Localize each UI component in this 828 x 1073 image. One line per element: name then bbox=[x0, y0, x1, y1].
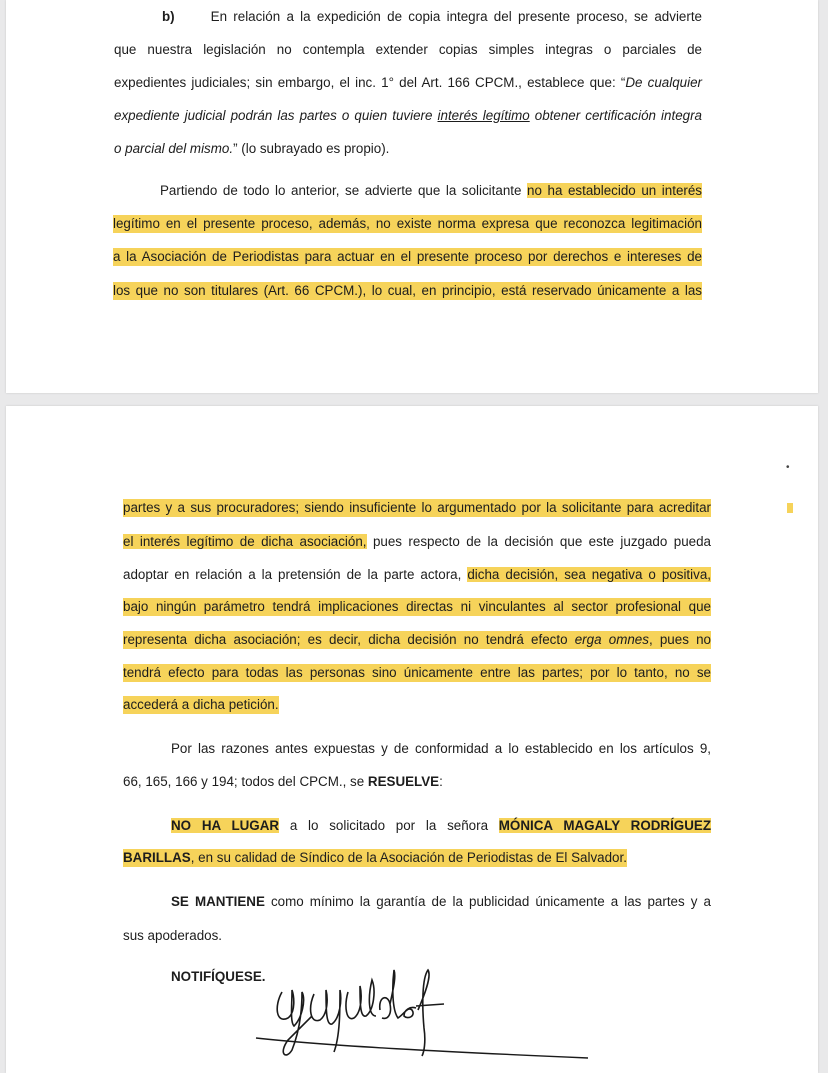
underlined-text: interés legítimo bbox=[437, 108, 530, 123]
highlighted-text: el interés legítimo de dicha asociación, bbox=[123, 534, 367, 549]
line-text: , en su calidad de Síndico de la Asociación de Periodistas de El Salvador. bbox=[190, 850, 627, 865]
paragraph-3-line-7: accederá a dicha petición. bbox=[123, 697, 279, 712]
line-text: como mínimo la garantía de la publicidad únicamente a las partes y a bbox=[264, 894, 712, 909]
paragraph-2-line-4: los que no son titulares (Art. 66 CPCM.), lo cual, en principio, está reservado únicamente a las bbox=[113, 283, 702, 298]
paragraph-3-line-3 bbox=[123, 566, 711, 584]
item-label-b: b) bbox=[162, 9, 175, 24]
line-text: expedientes judiciales; sin embargo, el inc. 1° del Art. 166 CPCM., establece que: “ bbox=[114, 75, 626, 90]
ruling-line-1 bbox=[171, 817, 711, 835]
paragraph-3-line-1: partes y a sus procuradores; siendo insuficiente lo argumentado por la solicitante para acreditar bbox=[123, 500, 711, 515]
line-text: representa dicha asociación; es decir, dicha decisión no tendrá efecto bbox=[123, 632, 575, 647]
notify-label: NOTIFÍQUESE. bbox=[171, 969, 266, 984]
handwritten-signature bbox=[248, 966, 608, 1066]
line-text: , pues no bbox=[648, 632, 712, 647]
paragraph-3-line-2 bbox=[123, 533, 711, 551]
line-text: Partiendo de todo lo anterior, se advierte que la solicitante bbox=[160, 183, 528, 198]
quote-text: obtener certificación integra bbox=[529, 108, 702, 123]
line-text: : bbox=[439, 774, 443, 789]
paragraph-3-line-6: tendrá efecto para todas las personas sino únicamente entre las partes; por lo tanto, no se bbox=[123, 665, 711, 680]
line-text: pues respecto de la decisión que este juzgado pueda bbox=[366, 534, 711, 549]
paragraph-3-line-4: bajo ningún parámetro tendrá implicaciones directas ni vinculantes al sector profesional que bbox=[123, 599, 711, 614]
resolve-label: RESUELVE bbox=[367, 774, 440, 789]
margin-mark: • bbox=[786, 462, 790, 473]
person-name: BARILLAS bbox=[123, 850, 191, 865]
highlighted-text: no ha establecido un interés bbox=[527, 183, 702, 198]
ruling-highlight: NO HA LUGAR bbox=[171, 818, 280, 833]
highlighted-text: dicha decisión, sea negativa o positiva, bbox=[467, 567, 711, 582]
paragraph-b-line-4 bbox=[114, 107, 702, 125]
ruling-line-2 bbox=[123, 849, 627, 867]
quote-text: o parcial del mismo. bbox=[114, 141, 234, 156]
quote-text: expediente judicial podrán las partes o quien tuviere bbox=[114, 108, 438, 123]
margin-highlight-mark bbox=[787, 503, 793, 513]
paragraph-5-line-2: sus apoderados. bbox=[123, 928, 223, 943]
paragraph-4-line-2 bbox=[123, 773, 443, 791]
line-text: adoptar en relación a la pretensión de la parte actora, bbox=[123, 567, 468, 582]
italic-text: erga omnes bbox=[574, 632, 649, 647]
line-text: 66, 165, 166 y 194; todos del CPCM., se bbox=[123, 774, 368, 789]
paragraph-b-line-5 bbox=[114, 140, 389, 158]
paragraph-2-line-1 bbox=[160, 182, 702, 200]
paragraph-b-line-3 bbox=[114, 74, 702, 92]
paragraph-3-line-5 bbox=[123, 631, 711, 649]
paragraph-b-line-2: que nuestra legislación no contempla extender copias simples integras o parciales de bbox=[114, 42, 702, 57]
quote-text: De cualquier bbox=[625, 75, 702, 90]
line-text: a lo solicitado por la señora bbox=[279, 818, 499, 833]
paragraph-5-line-1 bbox=[171, 893, 711, 911]
paragraph-b-text: En relación a la expedición de copia integra del presente proceso, se advierte bbox=[210, 9, 702, 24]
paragraph-4-line-1: Por las razones antes expuestas y de conformidad a lo establecido en los artículos 9, bbox=[171, 741, 711, 756]
line-text: ” (lo subrayado es propio). bbox=[233, 141, 390, 156]
person-name: MÓNICA MAGALY RODRÍGUEZ bbox=[498, 818, 711, 833]
paragraph-b-line-1 bbox=[162, 8, 702, 26]
paragraph-2-line-3: a la Asociación de Periodistas para actuar en el presente proceso por derechos e intereses de bbox=[113, 249, 702, 264]
bold-label: SE MANTIENE bbox=[171, 894, 265, 909]
paragraph-2-line-2: legítimo en el presente proceso, además, no existe norma expresa que reconozca legitimación bbox=[113, 216, 702, 231]
